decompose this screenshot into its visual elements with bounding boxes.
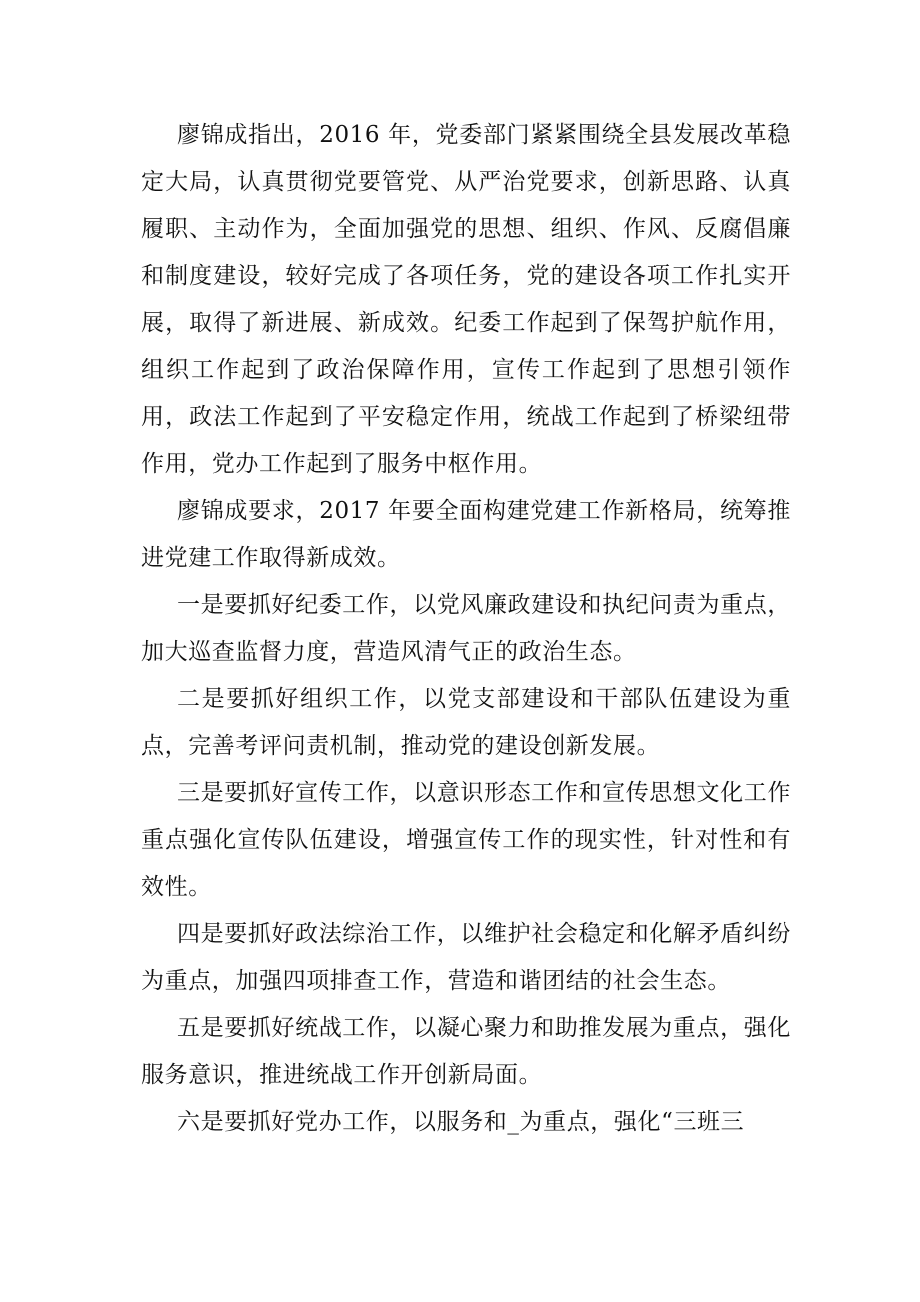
paragraph-summary-2016: 廖锦成指出，2016 年，党委部门紧紧围绕全县发展改革稳定大局，认真贯彻党要管党、从严治党要求，创新思路、认真履职、主动作为，全面加强党的思想、组织、作风、反腐倡廉和制度建设，较好完成了各项任务，党的建设各项工作扎实开展，取得了新进展、新成效。纪委工作起到了保驾护航作用，组织工作起到了政治保障作用，宣传工作起到了思想引领作用，政法工作起到了平安稳定作用，统战工作起到了桥梁纽带作用，党办工作起到了服务中枢作用。 — [141, 122, 791, 477]
paragraph-item-3: 三是要抓好宣传工作，以意识形态工作和宣传思想文化工作重点强化宣传队伍建设，增强宣传工作的现实性，针对性和有效性。 — [141, 780, 791, 900]
paragraph-item-4: 四是要抓好政法综治工作，以维护社会稳定和化解矛盾纠纷为重点，加强四项排查工作，营造和谐团结的社会生态。 — [141, 921, 791, 994]
document-body — [141, 112, 791, 1146]
paragraph-item-2: 二是要抓好组织工作，以党支部建设和干部队伍建设为重点，完善考评问责机制，推动党的建设创新发展。 — [141, 686, 791, 759]
paragraph-item-6: 六是要抓好党办工作，以服务和_为重点，强化“三班三 — [177, 1109, 745, 1135]
paragraph-item-1: 一是要抓好纪委工作，以党风廉政建设和执纪问责为重点，加大巡查监督力度，营造风清气正的政治生态。 — [141, 592, 791, 665]
paragraph-item-5: 五是要抓好统战工作，以凝心聚力和助推发展为重点，强化服务意识，推进统战工作开创新局面。 — [141, 1015, 791, 1088]
paragraph-requirements-2017: 廖锦成要求，2017 年要全面构建党建工作新格局，统筹推进党建工作取得新成效。 — [141, 498, 791, 571]
